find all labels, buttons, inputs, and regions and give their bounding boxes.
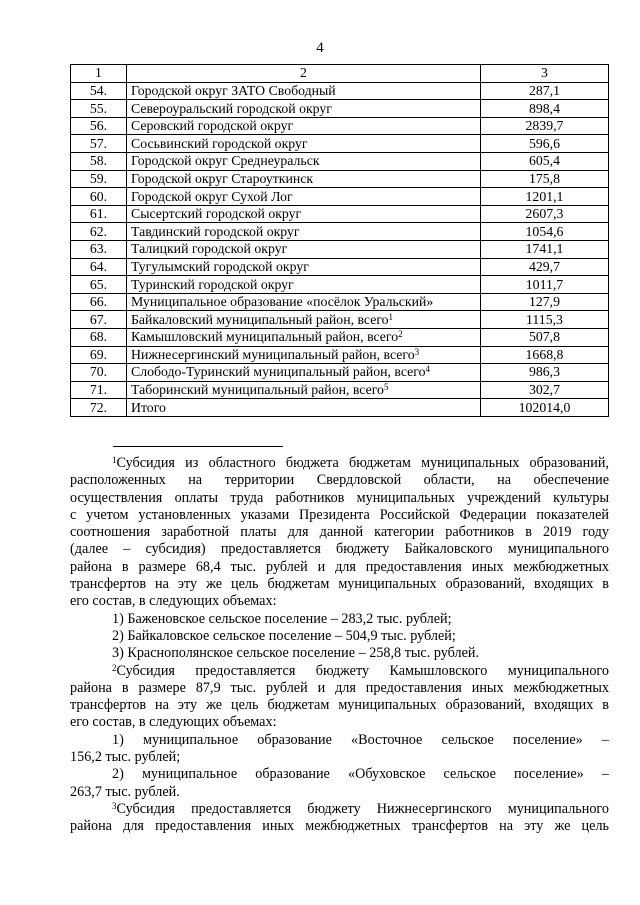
row-number: 69. <box>71 346 127 364</box>
row-name <box>127 205 481 223</box>
row-number: 62. <box>71 223 127 241</box>
fn2-item: 2) муниципальное образование «Обуховское сельское поселение» – <box>112 766 609 783</box>
table-row <box>71 205 609 223</box>
fn3-line: $^3$Субсидия предоставляется бюджету Нижнесергинского муниципального <box>112 800 609 817</box>
footnote-ref: 4 <box>425 364 430 375</box>
row-value: 605,4 <box>481 152 609 170</box>
fn2-item-cont: 263,7 тыс. рублей. <box>70 783 180 800</box>
row-number: 65. <box>71 276 127 294</box>
row-name-text: Итого <box>131 399 166 415</box>
fn1-line: осуществления оплаты труда работников муниципальных учреждений культуры <box>70 489 609 506</box>
table-row <box>71 293 609 311</box>
row-name-text: Городской округ ЗАТО Свободный <box>131 82 336 98</box>
fn3-line: района для предоставления иных межбюджетных трансфертов на эту же цель <box>70 818 609 835</box>
row-name-text: Тавдинский городской округ <box>131 223 300 239</box>
budget-table <box>70 64 609 417</box>
row-value: 302,7 <box>481 381 609 399</box>
table-row <box>71 188 609 206</box>
footnote-separator <box>113 446 283 447</box>
row-value: 986,3 <box>481 364 609 382</box>
row-number: 54. <box>71 82 127 100</box>
row-number: 63. <box>71 240 127 258</box>
row-name <box>127 188 481 206</box>
table-header-row <box>71 65 609 83</box>
fn1-line: (далее – субсидия) предоставляется бюджету Байкаловского муниципального <box>70 541 609 558</box>
fn1-line: трансфертов на эту же цель бюджетам муниципальных образований, входящих в <box>70 576 609 593</box>
table-row <box>71 152 609 170</box>
row-name-text: Слободо-Туринский муниципальный район, всего <box>131 364 426 380</box>
fn2-line: района в размере 87,9 тыс. рублей и для предоставления иных межбюджетных <box>70 679 609 696</box>
row-number: 57. <box>71 135 127 153</box>
row-name <box>127 170 481 188</box>
row-value: 1201,1 <box>481 188 609 206</box>
row-name <box>127 117 481 135</box>
footnote-mark: 2 <box>112 662 117 673</box>
row-name-text: Нижнесергинский муниципальный район, всего <box>131 346 415 362</box>
row-name <box>127 346 481 364</box>
row-number: 71. <box>71 381 127 399</box>
row-name-text: Тугулымский городской округ <box>131 258 309 274</box>
table-row <box>71 399 609 417</box>
row-value: 1668,8 <box>481 346 609 364</box>
row-number: 60. <box>71 188 127 206</box>
row-name-text: Сосьвинский городской округ <box>131 135 308 151</box>
row-number: 59. <box>71 170 127 188</box>
table-row <box>71 381 609 399</box>
row-number: 55. <box>71 100 127 118</box>
row-value: 596,6 <box>481 135 609 153</box>
table-row <box>71 100 609 118</box>
row-name-text: Туринский городской округ <box>131 276 294 292</box>
row-name-text: Муниципальное образование «посёлок Уральский» <box>131 294 434 310</box>
row-name-text: Североуральский городской округ <box>131 100 332 116</box>
row-number: 66. <box>71 293 127 311</box>
row-name <box>127 328 481 346</box>
fn2-item: 1) муниципальное образование «Восточное сельское поселение» – <box>112 731 609 748</box>
row-name <box>127 82 481 100</box>
row-number: 72. <box>71 399 127 417</box>
footnotes <box>70 455 609 836</box>
table-row <box>71 328 609 346</box>
row-number: 67. <box>71 311 127 329</box>
fn1-line: его состав, в следующих объемах: <box>70 593 277 610</box>
table-row <box>71 346 609 364</box>
table-row <box>71 240 609 258</box>
table-row <box>71 364 609 382</box>
row-name-text: Байкаловский муниципальный район, всего <box>131 311 389 327</box>
fn1-line: расположенных на территории Свердловской области, на обеспечение <box>70 472 609 489</box>
row-value: 2607,3 <box>481 205 609 223</box>
header-col-1: 1 <box>71 65 127 83</box>
row-name <box>127 223 481 241</box>
table-row <box>71 276 609 294</box>
row-name <box>127 100 481 118</box>
footnote-ref: 2 <box>398 329 403 340</box>
row-name <box>127 381 481 399</box>
footnote-ref: 3 <box>414 346 420 357</box>
row-value: 127,9 <box>481 293 609 311</box>
row-value: 175,8 <box>481 170 609 188</box>
row-number: 58. <box>71 152 127 170</box>
fn2-line: его состав, в следующих объемах: <box>70 714 277 731</box>
row-name-text: Таборинский муниципальный район, всего <box>131 382 384 398</box>
row-name-text: Городской округ Сухой Лог <box>131 188 293 204</box>
row-name <box>127 258 481 276</box>
row-value: 507,8 <box>481 328 609 346</box>
header-col-3: 3 <box>481 65 609 83</box>
row-name-text: Сысертский городской округ <box>131 206 302 222</box>
row-name-text: Городской округ Среднеуральск <box>131 153 320 169</box>
fn1-line: района в размере 68,4 тыс. рублей и для предоставления иных межбюджетных <box>70 558 609 575</box>
table-row <box>71 135 609 153</box>
fn1-line: с учетом установленных указами Президента Российской Федерации показателей <box>70 506 609 523</box>
row-value: 1054,6 <box>481 223 609 241</box>
row-name <box>127 293 481 311</box>
row-name-text: Камышловский муниципальный район, всего <box>131 329 399 345</box>
fn2-item-cont: 156,2 тыс. рублей; <box>70 749 181 766</box>
row-name-text: Серовский городской округ <box>131 118 294 134</box>
fn1-line: соотношения заработной платы для данной категории работников в 2019 году <box>70 524 609 541</box>
row-name-text: Талицкий городской округ <box>131 241 288 257</box>
row-value: 102014,0 <box>481 399 609 417</box>
fn1-line: $^1$Субсидия из областного бюджета бюджетам муниципальных образований, <box>112 455 609 471</box>
footnote-ref: 1 <box>388 311 394 322</box>
row-number: 56. <box>71 117 127 135</box>
table-row <box>71 258 609 276</box>
row-number: 61. <box>71 205 127 223</box>
table-row <box>71 223 609 241</box>
row-name <box>127 276 481 294</box>
fn2-line: $^2$Субсидия предоставляется бюджету Камышловского муниципального <box>112 662 609 679</box>
table-row <box>71 170 609 188</box>
row-value: 287,1 <box>481 82 609 100</box>
row-number: 64. <box>71 258 127 276</box>
fn1-item: 2) Байкаловское сельское поселение – 504,9 тыс. рублей; <box>112 627 456 644</box>
row-name <box>127 399 481 417</box>
table-row <box>71 311 609 329</box>
footnote-mark: 1 <box>112 455 117 465</box>
fn2-line: трансфертов на эту же цель бюджетам муниципальных образований, входящих в <box>70 697 609 714</box>
fn1-item: 3) Краснополянское сельское поселение – 258,8 тыс. рублей. <box>112 645 480 662</box>
row-name <box>127 152 481 170</box>
footnote-mark: 3 <box>112 800 117 811</box>
table-row <box>71 82 609 100</box>
row-name <box>127 240 481 258</box>
row-name <box>127 135 481 153</box>
row-value: 1741,1 <box>481 240 609 258</box>
row-value: 898,4 <box>481 100 609 118</box>
header-col-2: 2 <box>127 65 481 83</box>
row-number: 70. <box>71 364 127 382</box>
row-value: 1115,3 <box>481 311 609 329</box>
row-value: 1011,7 <box>481 276 609 294</box>
fn1-item: 1) Баженовское сельское поселение – 283,2 тыс. рублей; <box>112 610 452 627</box>
footnote-ref: 5 <box>383 382 389 393</box>
row-value: 429,7 <box>481 258 609 276</box>
row-value: 2839,7 <box>481 117 609 135</box>
page-number: 4 <box>316 40 324 56</box>
row-name <box>127 311 481 329</box>
row-name-text: Городской округ Староуткинск <box>131 170 314 186</box>
table-row <box>71 117 609 135</box>
row-number: 68. <box>71 328 127 346</box>
row-name <box>127 364 481 382</box>
